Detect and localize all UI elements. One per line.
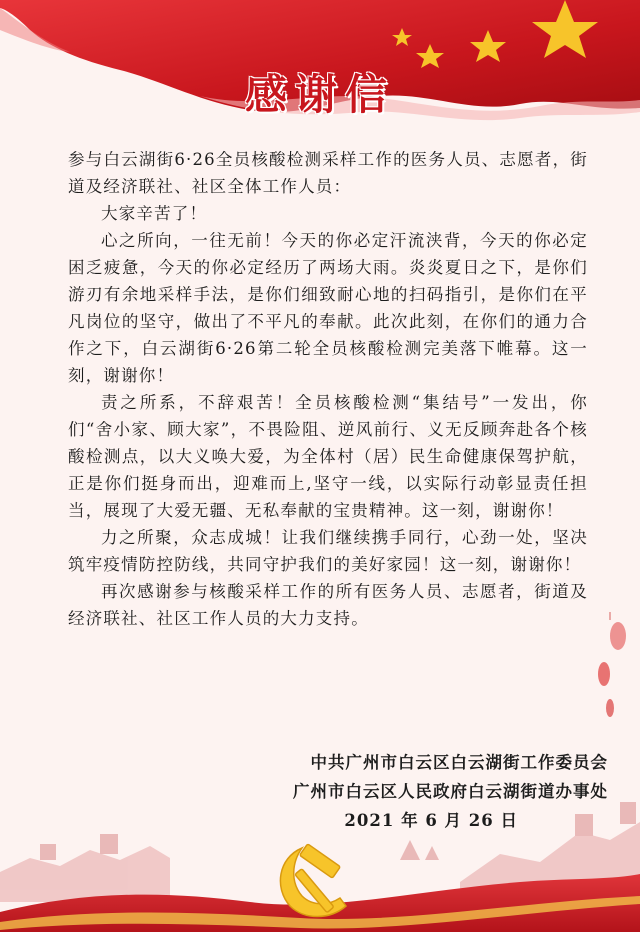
bottom-decoration — [0, 762, 640, 932]
paragraph: 力之所聚，众志成城！让我们继续携手同行，心劲一处，坚决筑牢疫情防控防线，共同守护我们的美好家园！这一刻，谢谢你！ — [68, 528, 588, 574]
letter-body — [68, 146, 588, 632]
signature-org2: 广州市白云区人民政府白云湖街道办事处 — [293, 782, 608, 801]
lantern-icon — [590, 612, 630, 722]
paragraph: 心之所向，一往无前！今天的你必定汗流浃背，今天的你必定困乏疲惫，今天的你必定经历了两场大雨。炎炎夏日之下，是你们游刃有余地采样手法，是你们细致耐心地的扫码指引，是你们在平凡岗位的坚守，做出了不平凡的奉献。此次此刻，在你们的通力合作之下，白云湖街6·26第二轮全员核酸检测完美落下帷幕。这一刻，谢谢你！ — [68, 231, 588, 385]
hammer-sickle-icon — [280, 844, 346, 917]
letter-title: 感谢信 — [244, 70, 395, 119]
paragraph: 责之所系，不辞艰苦！全员核酸检测“集结号”一发出，你们“舍小家、顾大家”，不畏险阻、逆风前行、义无反顾奔赴各个核酸检测点，以大义唤大爱，为全体村（居）民生命健康保驾护航，正是你们挺身而出，迎难而上,坚守一线，以实际行动彰显责任担当，展现了大爱无疆、无私奉献的宝贵精神。这一刻，谢谢你！ — [68, 393, 588, 520]
paragraph: 大家辛苦了！ — [101, 204, 208, 223]
signature-date: 2021 年 6 月 26 日 — [344, 811, 518, 830]
signature-org1: 中共广州市白云区白云湖街工作委员会 — [310, 753, 608, 772]
salutation: 参与白云湖街6·26全员核酸检测采样工作的医务人员、志愿者，街道及经济联社、社区全体工作人员： — [68, 150, 588, 196]
paragraph: 再次感谢参与核酸采样工作的所有医务人员、志愿者，街道及经济联社、社区工作人员的大力支持。 — [68, 582, 588, 628]
